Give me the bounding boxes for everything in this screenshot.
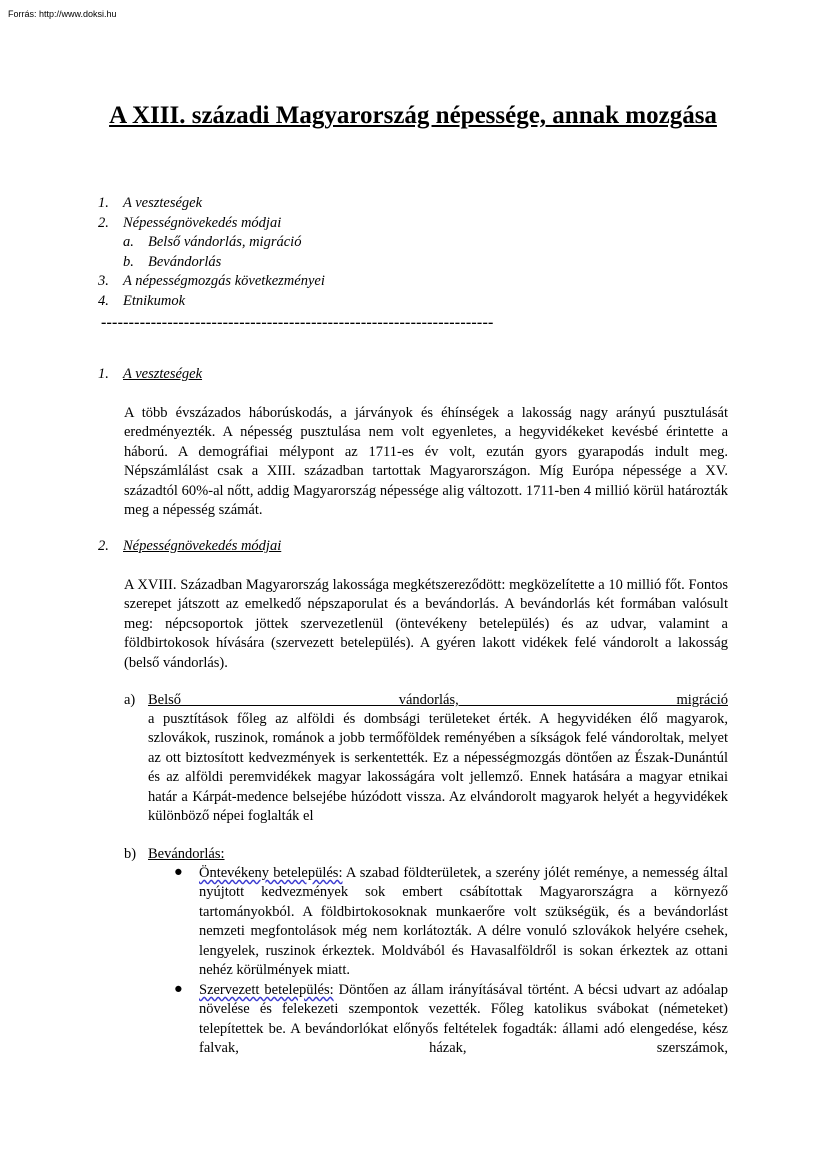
divider-line: -----------------------------------------------------------------------: [101, 314, 494, 331]
table-of-contents: [98, 194, 738, 311]
source-url: Forrás: http://www.doksi.hu: [8, 9, 117, 19]
toc-item: 1. A veszteségek: [98, 195, 203, 211]
list-label: b): [124, 846, 137, 862]
toc-subitem: b. Bevándorlás: [123, 253, 222, 270]
subsection-heading: Belső vándorlás, migráció: [148, 692, 728, 708]
page-title: A XIII. századi Magyarország népessége, annak mozgása: [109, 102, 717, 129]
subsection-heading: Bevándorlás:: [148, 846, 225, 862]
bullet-term: Öntevékeny betelepülés:: [199, 865, 343, 881]
toc-item: 4. Etnikumok: [98, 292, 186, 309]
section-heading: 2. Népességnövekedés módjai: [98, 538, 282, 554]
bullet-paragraph: Öntevékeny betelepülés: A szabad földterületek, a szerény jólét reménye, a nemesség által nyújtott kedvezmények sok embert csábítottak Magyarországra a környező tartományokból. A földbirtokosoknak munkaerőre volt szükségük, és a bevándorlást nemzeti megfontolások még nem korlátozták. A délre vonuló szlovákok helyére csehek, lengyelek, ruszinok érkeztek. Moldvából és Havasalföldről is sokan érkeztek az ottani nehéz körülmények miatt.: [199, 865, 728, 979]
bullet-paragraph: Szervezett betelepülés: Döntően az állam irányításával történt. A bécsi udvart az adóalap növelése és felekezeti szempontok vezették. Főleg katolikus svábokat (németeket) telepítettek be. A bevándorlókat előnyős feltételek fogadták: állami adó elengedése, kész falvak, házak, szerszámok,: [199, 982, 728, 1057]
subsection-paragraph: a pusztítások főleg az alföldi és dombsági területeket érték. A hegyvidéken élő magyarok, szlovákok, ruszinok, románok a jobb termőföldek reményében a síkságok felé vándoroltak, melyet az ott biztosított kedvezmények is serkentették. Ez a népességmozgás döntően az Észak-Dunántúl és az alföldi peremvidékek magyar lakosságára volt jellemző. Ennek hatására a magyar etnikai határ a Kárpát-medence belsejébe húzódott vissza. Az elvándorolt magyarok helyét a hegyvidékek különböző népei foglalták el: [148, 711, 728, 825]
list-label: a): [124, 692, 136, 708]
section-paragraph: A több évszázados háborúskodás, a járványok és éhínségek a lakosság nagy arányú pusztulását eredményezték. A népesség pusztulása nem volt egyenletes, a hegyvidékeket kevésbé érintette a háború. A demográfiai mélypont az 1711-es év volt, ezután gyors gyarapodás indult meg. Népszámlálást csak a XIII. században tartottak Magyarországon. Míg Európa népessége a XV. századtól 60%-al nőtt, addig Magyarország népessége alig változott. 1711-ben 4 millió körül határozták meg a népesség számát.: [124, 405, 728, 519]
bullet-term: Szervezett betelepülés:: [199, 982, 334, 998]
toc-subitem: a. Belső vándorlás, migráció: [123, 234, 302, 250]
section-heading: 1. A veszteségek: [98, 366, 203, 382]
bullet-icon: ●: [174, 981, 183, 997]
section-paragraph: A XVIII. Században Magyarország lakossága megkétszereződött: megközelítette a 10 millió főt. Fontos szerepet játszott az emelkedő népszaporulat és a bevándorlás. A bevándorlás két formában valósult meg: népcsoportok jöttek szervezetlenül (öntevékeny betelepülés) és az udvar, valamint a földbirtokosok hívására (szervezett betelepülés). A gyéren lakott vidékek felé vándorolt a lakosság (belső vándorlás).: [124, 577, 728, 671]
bullet-icon: ●: [174, 864, 183, 880]
toc-item: 3. A népességmozgás következményei: [98, 273, 325, 289]
toc-item: 2. Népességnövekedés módjai: [98, 214, 282, 231]
